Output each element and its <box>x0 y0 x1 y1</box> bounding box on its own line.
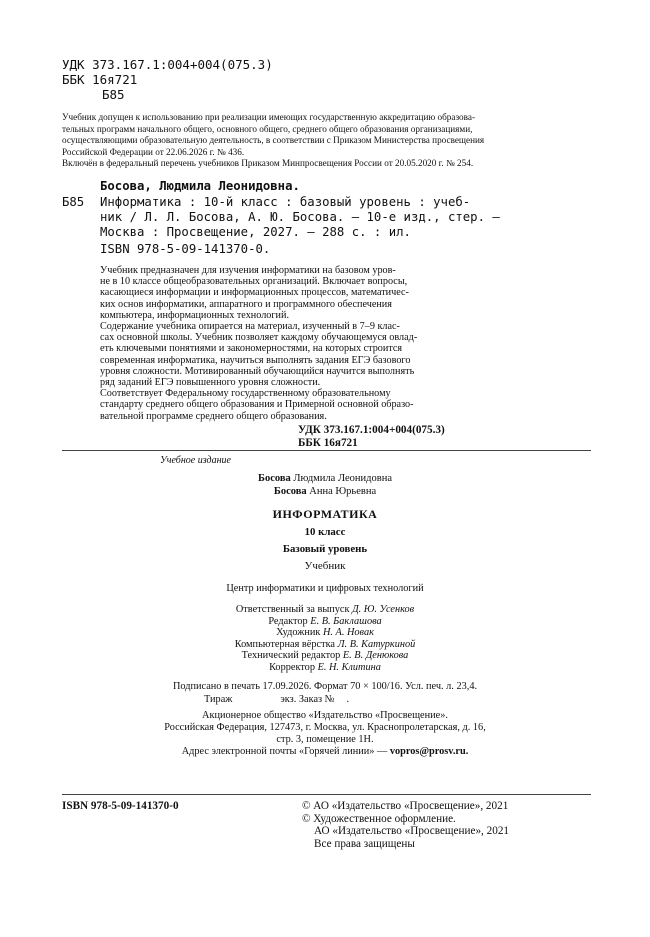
biblio-isbn: ISBN 978-5-09-141370-0. <box>100 242 271 256</box>
author-1-last: Босова <box>258 473 291 484</box>
email-label: Адрес электронной почты «Горячей линии» — <box>181 746 388 757</box>
email-line <box>0 746 650 757</box>
center-name: Центр информатики и цифровых технологий <box>226 583 424 594</box>
staff-line: Технический редактор Е. В. Денюкова <box>241 650 409 662</box>
email-value: vopros@prosv.ru. <box>389 746 469 757</box>
print-run-label: Тираж <box>204 694 233 705</box>
book-grade: 10 класс <box>304 526 346 538</box>
biblio-code: Б85 <box>62 195 85 209</box>
author-1-rest: Людмила Леонидовна <box>293 473 392 484</box>
biblio-line: ник / Л. Л. Босова, А. Ю. Босова. — 10-е изд., стер. — <box>100 210 500 224</box>
publisher-line: Акционерное общество «Издательство «Просвещение». <box>202 710 448 721</box>
annotation-line: Содержание учебника опирается на материал, изученный в 7–9 клас- <box>100 321 400 333</box>
annotation-line: еть ключевыми понятиями и закономерностями, на которых строится <box>100 343 403 355</box>
annotation-line: касающиеся информации и информационных процессов, математичес- <box>100 287 409 299</box>
print-signed: Подписано в печать 17.09.2026. Формат 70 × 100/16. Усл. печ. л. 23,4. <box>172 681 478 692</box>
approval-line: Учебник допущен к использованию при реализации имеющих государственную аккредитацию образова- <box>62 112 476 122</box>
staff-line: Компьютерная вёрстка Л. В. Катуркиной <box>234 638 416 650</box>
footer-isbn: ISBN 978-5-09-141370-0 <box>62 800 179 812</box>
approval-line: Российской Федерации от 22.06.2026 г. № 436. <box>62 146 245 157</box>
annotation-line: стандарту среднего общего образования и Примерной основной образо- <box>100 399 414 411</box>
annotation-line: вательной программе среднего общего образования. <box>100 410 327 422</box>
book-level: Базовый уровень <box>282 543 368 555</box>
copyright-line: Все права защищены <box>314 837 415 850</box>
approval-text <box>62 112 484 170</box>
annotation-line: Учебник предназначен для изучения информатики на базовом уров- <box>100 265 396 276</box>
publisher-line: стр. 3, помещение 1Н. <box>276 733 374 745</box>
staff-line: Ответственный за выпуск Д. Ю. Усенков <box>235 604 415 615</box>
publisher-info <box>0 710 650 745</box>
print-run-rest: экз. Заказ № <box>280 694 335 705</box>
staff-line: Редактор Е. В. Баклашова <box>268 615 382 627</box>
annotation-line: не в 10 классе общеобразовательных организаций. Включает вопросы, <box>100 276 408 288</box>
staff-credits <box>0 604 650 674</box>
book-title: ИНФОРМАТИКА <box>272 507 378 521</box>
author-2-rest: Анна Юрьевна <box>309 486 377 497</box>
bbk-code: ББК 16я721 <box>62 72 138 87</box>
biblio-description <box>100 195 500 240</box>
copyright-line: © Художественное оформление. <box>302 812 456 825</box>
author-code: Б85 <box>102 87 125 102</box>
annotation-line: Соответствует Федеральному государственному образовательному <box>100 388 391 400</box>
annotation-line: ких основ информатики, аппаратного и программного обеспечения <box>100 298 392 310</box>
staff-line: Художник Н. А. Новак <box>276 627 374 639</box>
annotation-bbk: ББК 16я721 <box>298 437 358 449</box>
divider-bottom <box>62 794 591 795</box>
author-line-1 <box>0 473 650 484</box>
approval-line: Включён в федеральный перечень учебников Приказом Минпросвещения России от 20.05.2020 г. № 254. <box>62 158 474 169</box>
author-2-last: Босова <box>273 486 307 497</box>
copyright-line: АО «Издательство «Просвещение», 2021 <box>314 825 510 838</box>
annotation-udk: УДК 373.167.1:004+004(075.3) <box>298 424 445 436</box>
book-type: Учебник <box>304 560 346 572</box>
biblio-author: Босова, Людмила Леонидовна. <box>100 179 300 193</box>
annotation <box>100 265 520 422</box>
annotation-line: уровня сложности. Мотивированный обучающийся научится выполнять <box>100 365 415 377</box>
footer-copyright <box>302 800 509 850</box>
publisher-line: Российская Федерация, 127473, г. Москва, ул. Краснопролетарская, д. 16, <box>164 721 486 733</box>
biblio-line: Москва : Просвещение, 2027. — 288 с. : ил. <box>100 225 411 239</box>
copyright-line: © АО «Издательство «Просвещение», 2021 <box>302 800 509 812</box>
approval-line: тельных программ начального общего, основного общего, среднего общего образования организациями, <box>62 123 473 134</box>
biblio-line: Информатика : 10-й класс : базовый уровень : учеб- <box>100 195 471 209</box>
annotation-line: сах основной школы. Учебник позволяет каждому обучающемуся овлад- <box>100 332 418 344</box>
annotation-line: современная информатика, научиться выполнять задания ЕГЭ базового <box>100 354 411 366</box>
print-run: Тираж экз. Заказ № . <box>204 694 350 705</box>
approval-line: осуществляющими образовательную деятельность, в соответствии с Приказом Министерства просвещения <box>62 135 485 146</box>
annotation-line: ряд заданий ЕГЭ повышенного уровня сложности. <box>100 377 321 389</box>
udk-code: УДК 373.167.1:004+004(075.3) <box>62 57 273 72</box>
edition-label: Учебное издание <box>160 455 231 466</box>
divider-top <box>62 450 591 451</box>
staff-line: Корректор Е. Н. Клитина <box>269 661 381 673</box>
author-line-2 <box>0 486 650 497</box>
annotation-line: компьютера, информационных технологий. <box>100 309 290 321</box>
